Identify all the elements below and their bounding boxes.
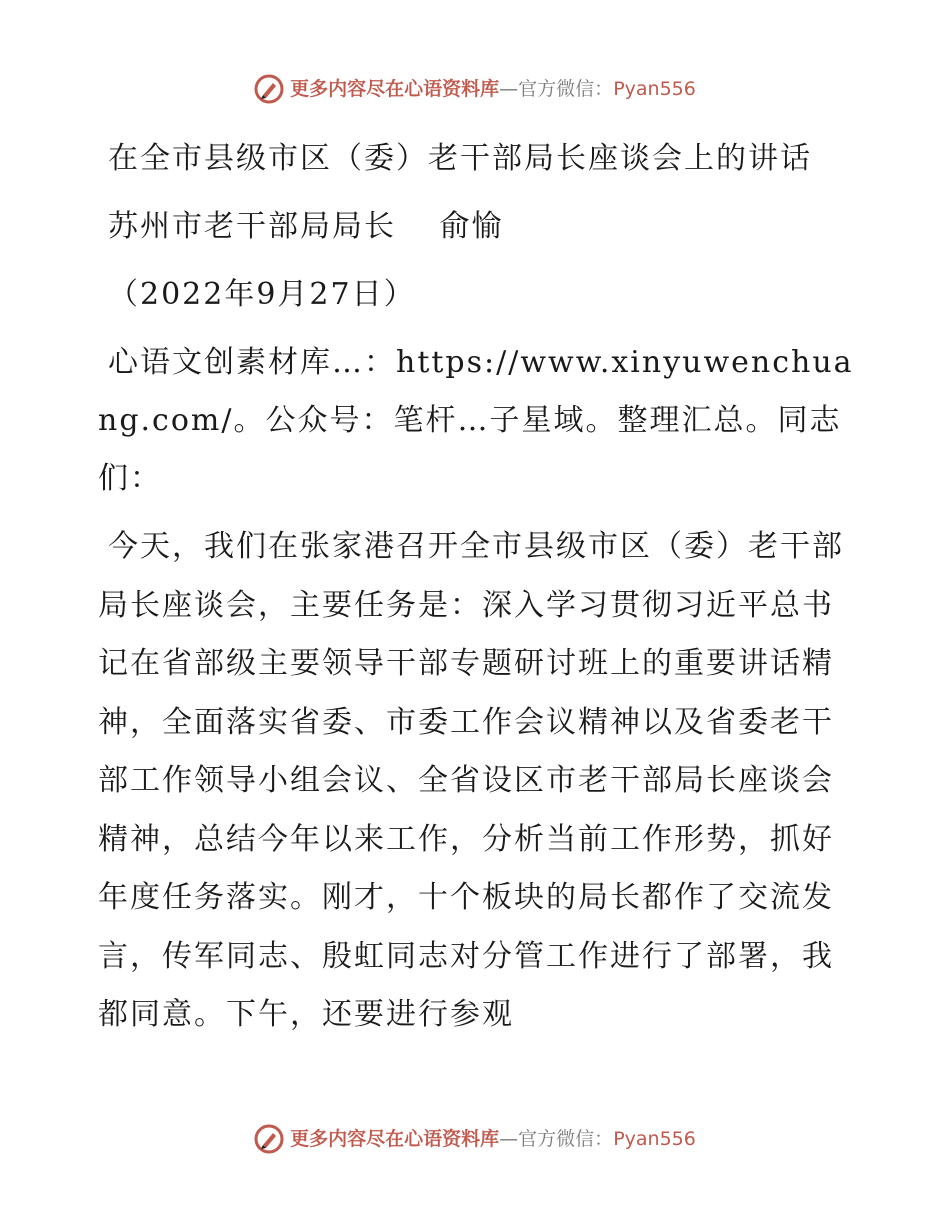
watermark-official-label: 官方微信： bbox=[518, 1128, 614, 1150]
pen-logo-icon bbox=[254, 1124, 284, 1154]
document-body bbox=[98, 130, 858, 1045]
document-author: 苏州市老干部局局长 俞愉 bbox=[108, 209, 504, 244]
watermark-wechat-id: Pyan556 bbox=[613, 78, 696, 100]
watermark-text: 更多内容尽在心语资料库 bbox=[290, 78, 500, 100]
watermark-text: 更多内容尽在心语资料库 bbox=[290, 1128, 500, 1150]
watermark-official-label: 官方微信： bbox=[518, 78, 614, 100]
watermark-wechat-id: Pyan556 bbox=[613, 1128, 696, 1150]
watermark-dash: — bbox=[499, 1128, 519, 1150]
document-date: （2022年9月27日） bbox=[108, 277, 416, 312]
watermark-dash: — bbox=[499, 78, 519, 100]
document-title: 在全市县级市区（委）老干部局长座谈会上的讲话 bbox=[108, 141, 812, 176]
watermark-header bbox=[0, 69, 950, 109]
document-source-line: 心语文创素材库…：https://www.xinyuwenchuang.com/。公众号：笔杆…子星域。整理汇总。同志们： bbox=[98, 345, 854, 496]
document-paragraph: 今天，我们在张家港召开全市县级市区（委）老干部局长座谈会，主要任务是：深入学习贯彻习近平总书记在省部级主要领导干部专题研讨班上的重要讲话精神，全面落实省委、市委工作会议精神以及省委老干部工作领导小组会议、全省设区市老干部局长座谈会精神，总结今年以来工作，分析当前工作形势，抓好年度任务落实。刚才，十个板块的局长都作了交流发言，传军同志、殷虹同志对分管工作进行了部署，我都同意。下午，还要进行参观 bbox=[98, 529, 844, 1032]
watermark-footer bbox=[0, 1119, 950, 1159]
pen-logo-icon bbox=[254, 74, 284, 104]
